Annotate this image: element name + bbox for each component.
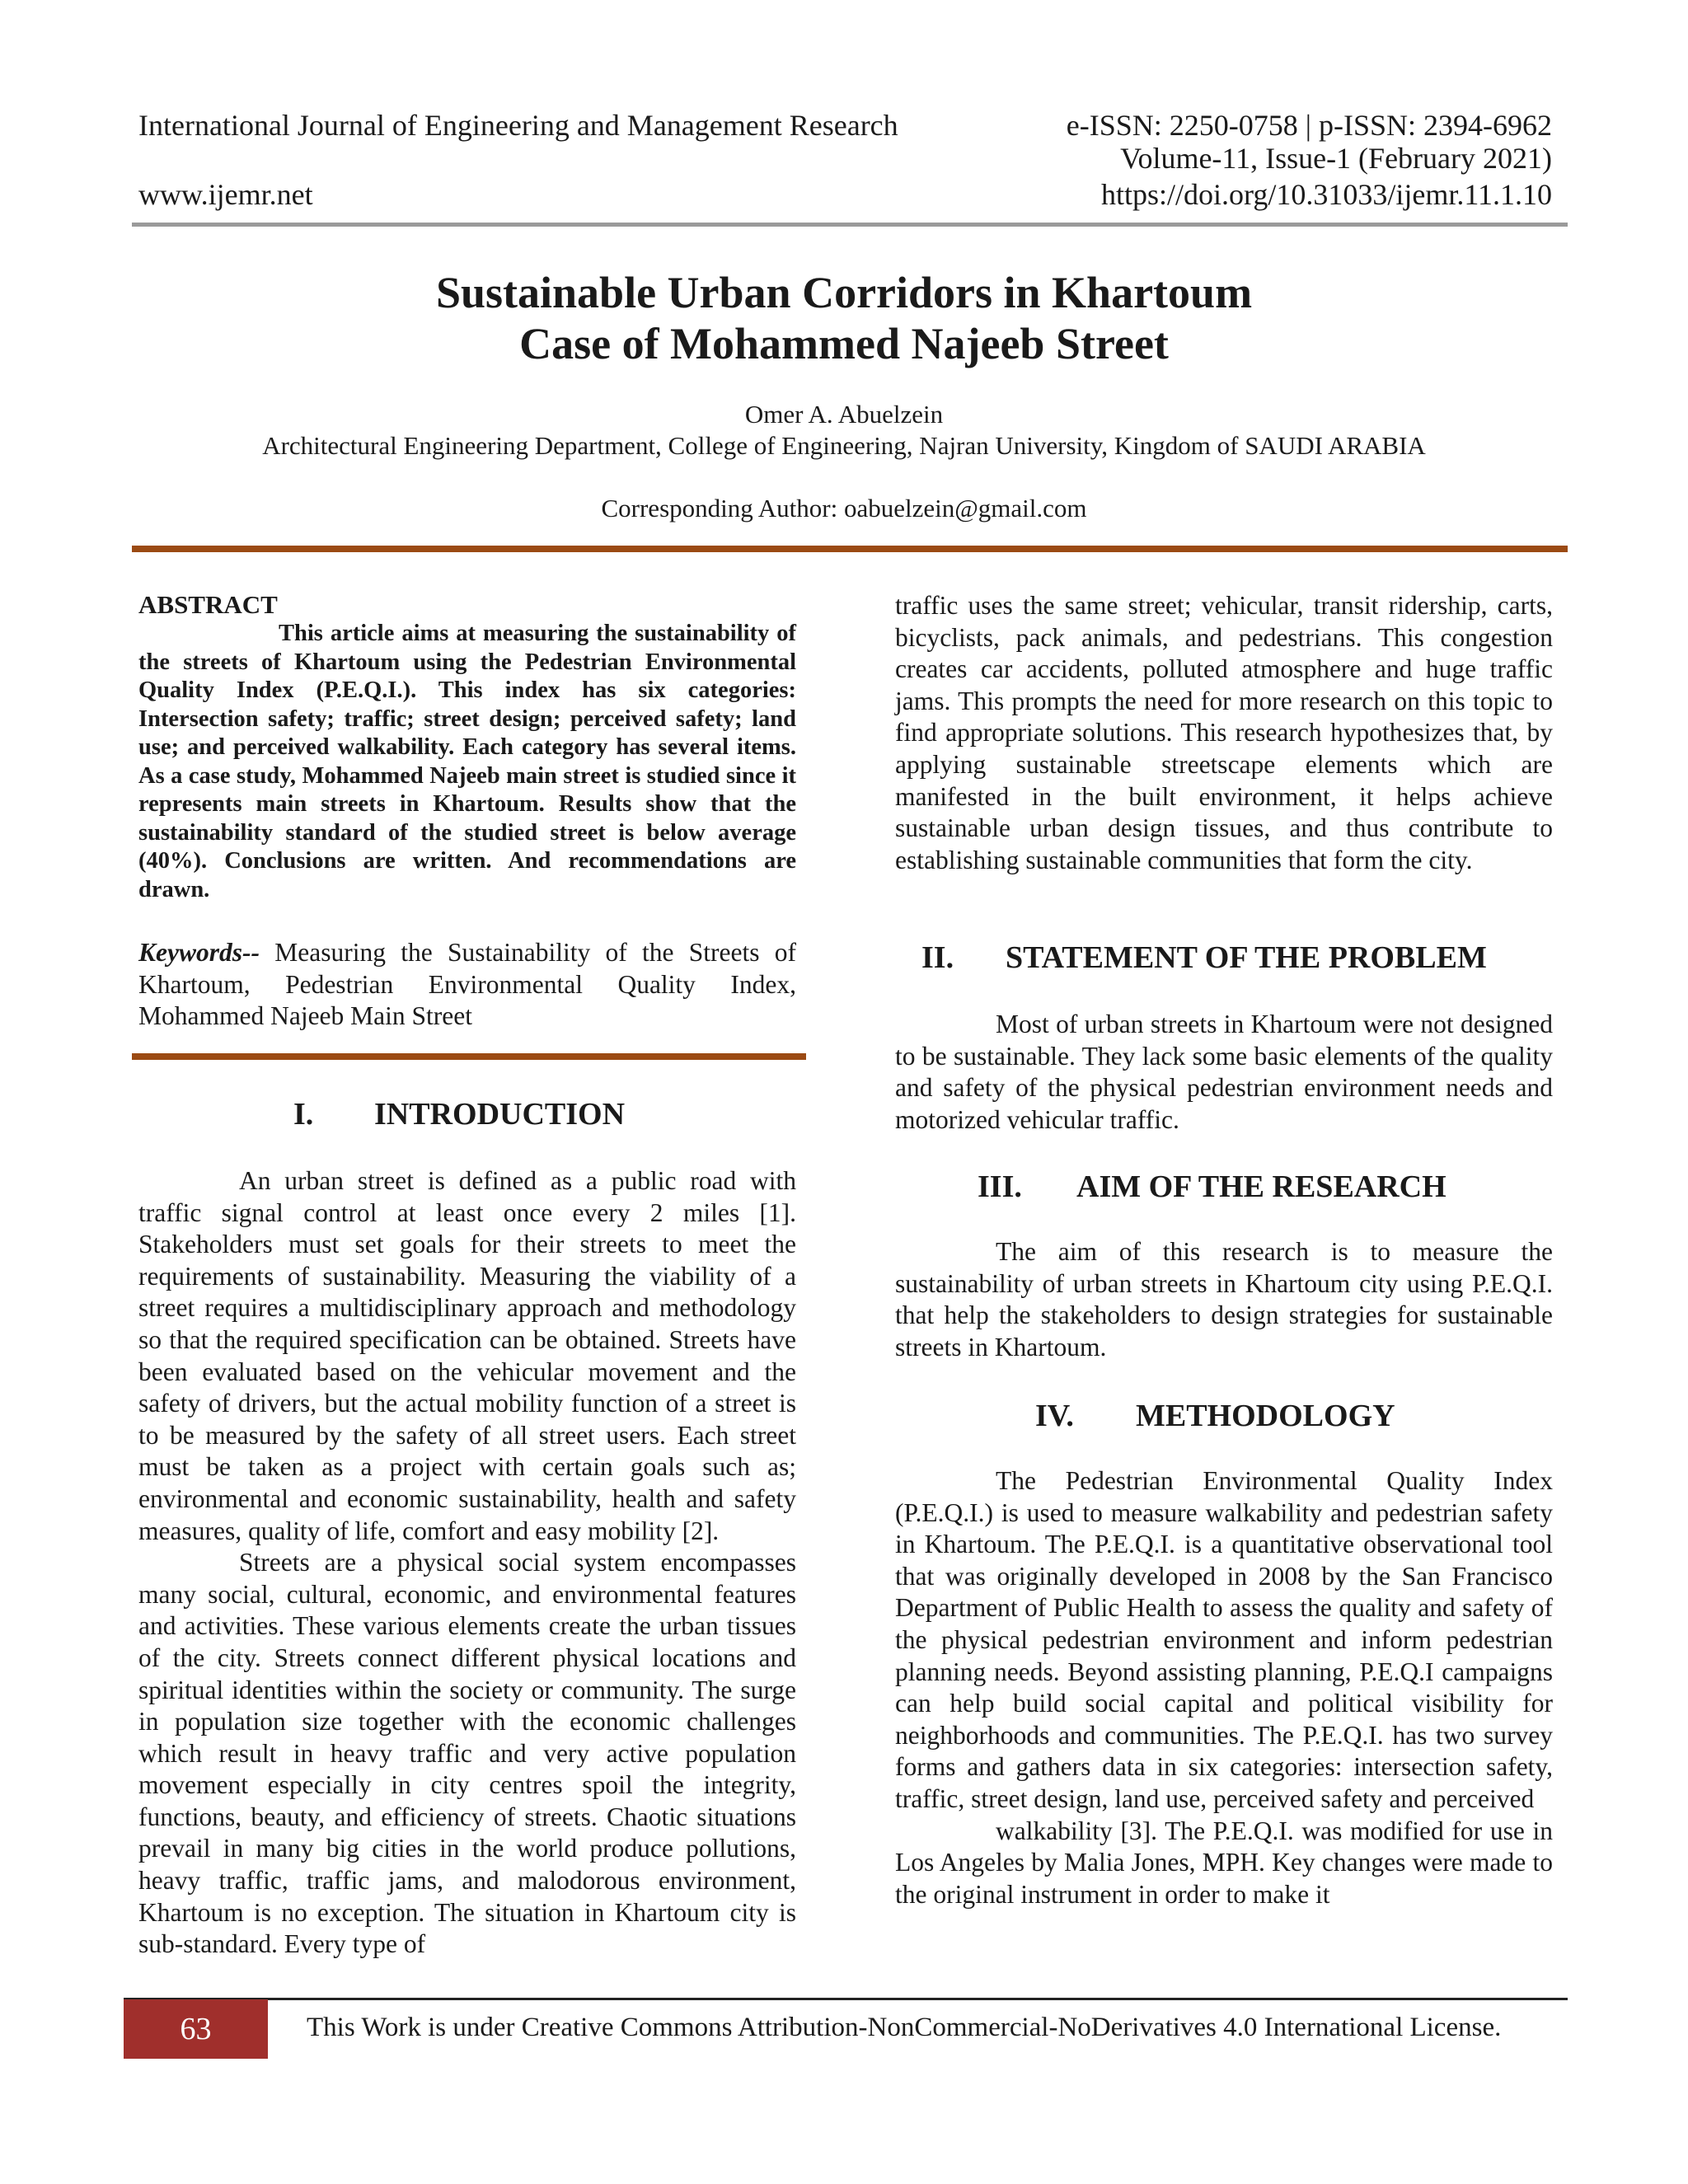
header-rule — [132, 223, 1568, 227]
section-title: AIM OF THE RESEARCH — [1076, 1169, 1447, 1204]
section-title: STATEMENT OF THE PROBLEM — [1006, 940, 1487, 975]
paragraph: traffic uses the same street; vehicular, transit ridership, carts, bicyclists, pack animals, and pedestrians. This congestion creates car accidents, polluted atmosphere and huge traffic jams. This prompts the need for more research on this topic to find appropriate solutions. This research hypothesizes that, by applying sustainable streetscape elements which are manifested in the built environment, it helps achieve sustainable urban design tissues, and thus contribute to establishing sustainable communities that form the city. — [895, 591, 1553, 874]
doi-link[interactable]: https://doi.org/10.31033/ijemr.11.1.10 — [1100, 178, 1552, 211]
keywords-label: Keywords-- — [138, 938, 260, 967]
section-number: II. — [921, 940, 954, 975]
issn-line: e-ISSN: 2250-0758 | p-ISSN: 2394-6962 — [1066, 109, 1552, 142]
page-number: 63 — [180, 2012, 212, 2046]
section-number: IV. — [1035, 1399, 1074, 1433]
section-number: I. — [293, 1097, 314, 1132]
title-rule — [132, 546, 1568, 552]
paper-title-line-2: Case of Mohammed Najeeb Street — [519, 319, 1169, 368]
section-title: METHODOLOGY — [1136, 1399, 1395, 1433]
author-affiliation: Architectural Engineering Department, College of Engineering, Najran University, Kingdom of SAUDI ARABIA — [262, 431, 1426, 460]
author-name: Omer A. Abuelzein — [744, 400, 944, 429]
volume-line: Volume-11, Issue-1 (February 2021) — [1120, 142, 1552, 175]
keywords-rule — [132, 1053, 806, 1060]
section-heading-introduction — [293, 1096, 625, 1132]
paragraph: An urban street is defined as a public road with traffic signal control at least once every 2 miles [1]. Stakeholders must set goals for their streets to meet the requirements of sustainability. Measuring the viability of a street requires a multidisciplinary approach and methodology so that the required specification can be obtained. Streets have been evaluated based on the vehicular movement and the safety of drivers, but the actual mobility function of a street is to be measured by the safety of all street users. Each street must be taken as a project with certain goals such as; environmental and economic sustainability, health and safety measures, quality of life, comfort and easy mobility [2]. — [138, 1166, 796, 1545]
abstract-label: ABSTRACT — [138, 590, 278, 619]
corresponding-author: Corresponding Author: oabuelzein@gmail.com — [601, 494, 1087, 523]
section-heading-methodology — [1035, 1398, 1395, 1434]
section-number: III. — [978, 1169, 1022, 1204]
section-title: INTRODUCTION — [374, 1097, 626, 1132]
abstract-text: This article aims at measuring the sustainability of the streets of Khartoum using the Pedestrian Environmental Quality Index (P.E.Q.I.). This index has six categories: Intersection safety; traffic; street design; perceived safety; land use; and perceived walkability. Each category has several items. As a case study, Mohammed Najeeb main street is studied since it represents main streets in Khartoum. Results show that the sustainability standard of the studied street is below average (40%). Conclusions are written. And recommendations are drawn. — [138, 621, 796, 902]
introduction-body — [138, 1165, 796, 1961]
website-link[interactable]: www.ijemr.net — [138, 178, 313, 211]
paragraph: The Pedestrian Environmental Quality Index (P.E.Q.I.) is used to measure walkability and pedestrian safety in Khartoum. The P.E.Q.I. is a quantitative observational tool that was originally developed in 2008 by the San Francisco Department of Public Health to assess the quality and safety of the physical pedestrian environment and inform pedestrian planning needs. Beyond assisting planning, P.E.Q.I campaigns can help build social capital and political visibility for neighborhoods and communities. The P.E.Q.I. has two survey forms and gathers data in six categories: intersection safety, traffic, street design, land use, perceived safety and perceived — [895, 1466, 1553, 1813]
section-heading-problem — [921, 940, 1487, 976]
paragraph: Streets are a physical social system encompasses many social, cultural, economic, and environmental features and activities. These various elements create the urban tissues of the city. Streets connect different physical locations and spiritual identities within the society or community. The surge in population size together with the economic challenges which result in heavy traffic and very active population movement especially in city centres spoil the integrity, functions, beauty, and efficiency of streets. Chaotic situations prevail in many big cities in the world produce pollutions, heavy traffic, traffic jams, and malodorous environment, Khartoum is no exception. The situation in Khartoum city is sub-standard. Every type of — [138, 1548, 796, 1959]
left-column — [138, 590, 796, 1033]
problem-body — [895, 1009, 1553, 1136]
paragraph: walkability [3]. The P.E.Q.I. was modified for use in Los Angeles by Malia Jones, MPH. Key changes were made to the original instrument in order to make it — [895, 1816, 1553, 1909]
keywords — [138, 937, 796, 1033]
keywords-text: Measuring the Sustainability of the Streets of Khartoum, Pedestrian Environmental Quality Index, Mohammed Najeeb Main Street — [138, 938, 796, 1031]
abstract — [138, 590, 796, 904]
paragraph: Most of urban streets in Khartoum were not designed to be sustainable. They lack some basic elements of the quality and safety of the physical pedestrian environment needs and motorized vehicular traffic. — [895, 1010, 1553, 1134]
paragraph: The aim of this research is to measure the sustainability of urban streets in Khartoum city using P.E.Q.I. that help the stakeholders to design strategies for sustainable streets in Khartoum. — [895, 1237, 1553, 1361]
journal-name: International Journal of Engineering and Management Research — [138, 109, 898, 142]
license-notice: This Work is under Creative Commons Attribution-NonCommercial-NoDerivatives 4.0 International License. — [307, 2013, 1502, 2042]
methodology-body — [895, 1465, 1553, 1910]
introduction-continued — [895, 590, 1553, 876]
paper-title-line-1: Sustainable Urban Corridors in Khartoum — [435, 268, 1253, 317]
section-heading-aim — [978, 1169, 1447, 1205]
footer-rule — [124, 1998, 1568, 2000]
aim-body — [895, 1236, 1553, 1363]
